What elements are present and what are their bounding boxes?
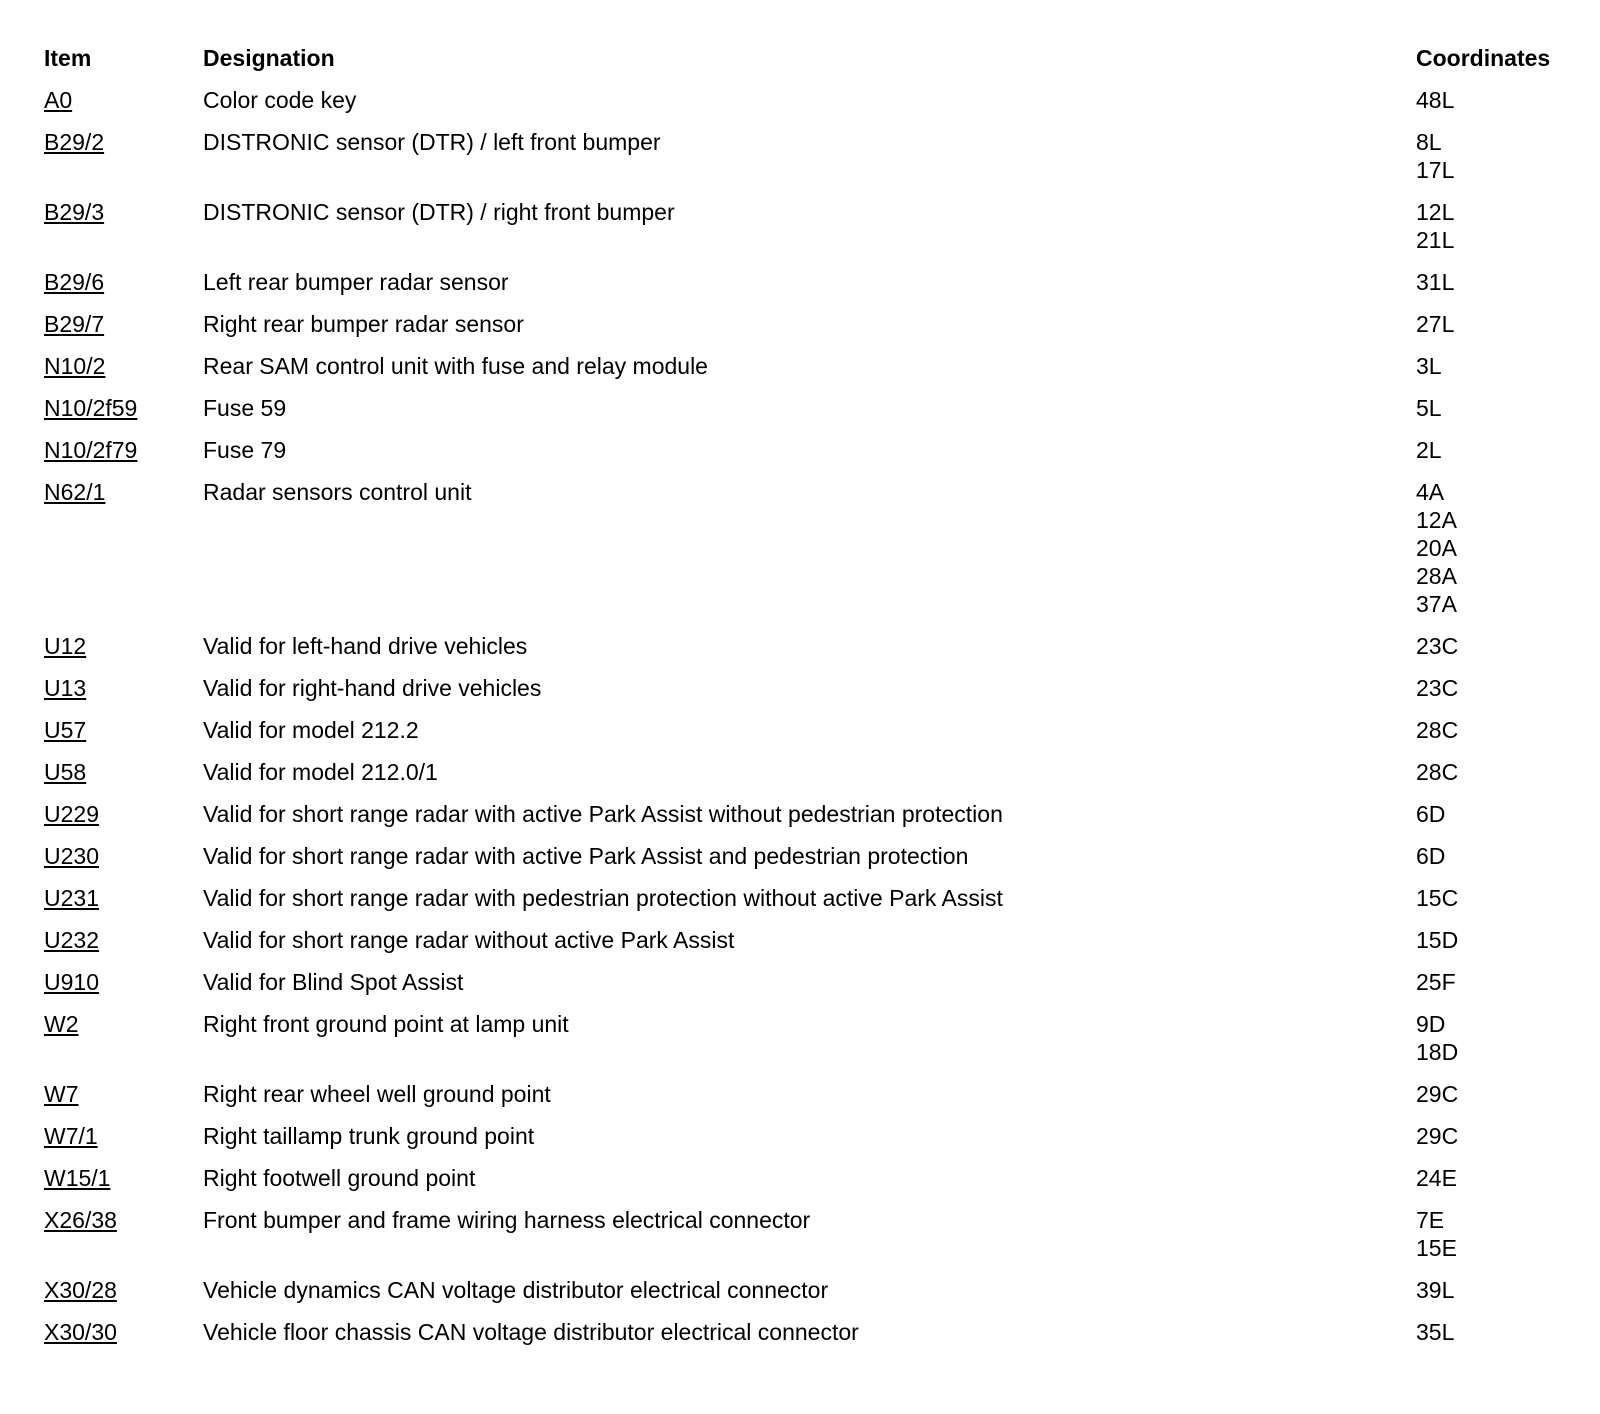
coordinates-cell	[1416, 478, 1566, 618]
coordinates-cell	[1416, 716, 1566, 744]
coordinate-value: 23C	[1416, 633, 1459, 659]
item-link[interactable]: A0	[44, 87, 73, 113]
table-row	[44, 436, 1574, 478]
header-item: Item	[44, 45, 92, 71]
designation-text: Vehicle dynamics CAN voltage distributor electrical connector	[203, 1277, 829, 1303]
designation-text: Right rear bumper radar sensor	[203, 311, 524, 337]
designation-text: Valid for short range radar with pedestrian protection without active Park Assist	[203, 885, 1003, 911]
coordinate-value: 28C	[1416, 717, 1459, 743]
coordinate-value: 2L	[1416, 437, 1442, 463]
coordinate-value: 12L	[1416, 199, 1455, 225]
coordinate-value: 20A	[1416, 535, 1457, 561]
table-row	[44, 1164, 1574, 1206]
table-row	[44, 478, 1574, 632]
coordinate-value: 17L	[1416, 157, 1455, 183]
coordinate-value: 25F	[1416, 969, 1456, 995]
designation-text: Vehicle floor chassis CAN voltage distributor electrical connector	[203, 1319, 859, 1345]
coordinates-cell	[1416, 758, 1566, 786]
coordinates-cell	[1416, 352, 1566, 380]
item-link[interactable]: B29/3	[44, 199, 105, 225]
coordinate-value: 4A	[1416, 479, 1445, 505]
designation-text: Valid for Blind Spot Assist	[203, 969, 464, 995]
designation-text: Valid for model 212.0/1	[203, 759, 438, 785]
coordinate-value: 3L	[1416, 353, 1442, 379]
table-row	[44, 1010, 1574, 1080]
coordinate-value: 7E	[1416, 1207, 1445, 1233]
designation-text: Left rear bumper radar sensor	[203, 269, 509, 295]
coordinate-value: 21L	[1416, 227, 1455, 253]
item-link[interactable]: W7	[44, 1081, 79, 1107]
item-link[interactable]: X30/30	[44, 1319, 117, 1345]
coordinates-cell	[1416, 674, 1566, 702]
coordinate-value: 5L	[1416, 395, 1442, 421]
coordinate-value: 31L	[1416, 269, 1455, 295]
coordinate-value: 15C	[1416, 885, 1459, 911]
item-link[interactable]: U910	[44, 969, 99, 995]
designation-text: Radar sensors control unit	[203, 479, 472, 505]
coordinates-cell	[1416, 436, 1566, 464]
coordinates-cell	[1416, 1010, 1566, 1066]
coordinate-value: 15D	[1416, 927, 1459, 953]
coordinates-cell	[1416, 268, 1566, 296]
coordinate-value: 48L	[1416, 87, 1455, 113]
table-row	[44, 926, 1574, 968]
item-link[interactable]: X30/28	[44, 1277, 117, 1303]
item-link[interactable]: B29/2	[44, 129, 105, 155]
table-row	[44, 758, 1574, 800]
designation-text: Right footwell ground point	[203, 1165, 476, 1191]
coordinate-value: 27L	[1416, 311, 1455, 337]
table-row	[44, 674, 1574, 716]
designation-text: DISTRONIC sensor (DTR) / left front bumper	[203, 129, 661, 155]
coordinates-cell	[1416, 1206, 1566, 1262]
table-row	[44, 1080, 1574, 1122]
coordinates-cell	[1416, 394, 1566, 422]
coordinates-cell	[1416, 198, 1566, 254]
item-link[interactable]: N10/2f59	[44, 395, 138, 421]
designation-text: Fuse 79	[203, 437, 287, 463]
coordinate-value: 9D	[1416, 1011, 1446, 1037]
table-row	[44, 800, 1574, 842]
coordinate-value: 15E	[1416, 1235, 1457, 1261]
item-link[interactable]: U229	[44, 801, 99, 827]
designation-text: Valid for model 212.2	[203, 717, 419, 743]
item-link[interactable]: X26/38	[44, 1207, 117, 1233]
coordinates-cell	[1416, 800, 1566, 828]
table-row	[44, 268, 1574, 310]
coordinate-value: 6D	[1416, 801, 1446, 827]
designation-text: Valid for left-hand drive vehicles	[203, 633, 528, 659]
coordinate-value: 8L	[1416, 129, 1442, 155]
designation-text: Fuse 59	[203, 395, 287, 421]
item-link[interactable]: N10/2f79	[44, 437, 138, 463]
table-header	[44, 44, 1574, 86]
coordinates-cell	[1416, 1122, 1566, 1150]
item-link[interactable]: U57	[44, 717, 87, 743]
header-coordinates: Coordinates	[1416, 45, 1551, 71]
table-row	[44, 842, 1574, 884]
coordinates-cell	[1416, 842, 1566, 870]
item-link[interactable]: W15/1	[44, 1165, 111, 1191]
coordinates-cell	[1416, 884, 1566, 912]
designation-text: Color code key	[203, 87, 357, 113]
item-link[interactable]: U58	[44, 759, 87, 785]
item-link[interactable]: N62/1	[44, 479, 106, 505]
item-link[interactable]: U230	[44, 843, 99, 869]
coordinate-value: 28A	[1416, 563, 1457, 589]
table-row	[44, 716, 1574, 758]
coordinate-value: 35L	[1416, 1319, 1455, 1345]
coordinate-value: 28C	[1416, 759, 1459, 785]
coordinate-value: 29C	[1416, 1123, 1459, 1149]
coordinate-value: 37A	[1416, 591, 1457, 617]
table-row	[44, 884, 1574, 926]
coordinate-value: 29C	[1416, 1081, 1459, 1107]
item-link[interactable]: W7/1	[44, 1123, 98, 1149]
table-body	[44, 86, 1574, 1360]
designation-text: Valid for right-hand drive vehicles	[203, 675, 542, 701]
table-row	[44, 128, 1574, 198]
coordinate-value: 24E	[1416, 1165, 1457, 1191]
coordinate-value: 39L	[1416, 1277, 1455, 1303]
designation-text: Right front ground point at lamp unit	[203, 1011, 569, 1037]
table-row	[44, 198, 1574, 268]
table-row	[44, 632, 1574, 674]
coordinates-cell	[1416, 632, 1566, 660]
table-row	[44, 86, 1574, 128]
table-row	[44, 352, 1574, 394]
coordinate-value: 18D	[1416, 1039, 1459, 1065]
component-legend-table	[44, 44, 1574, 1360]
designation-text: Valid for short range radar without active Park Assist	[203, 927, 735, 953]
table-row	[44, 968, 1574, 1010]
item-link[interactable]: U13	[44, 675, 87, 701]
coordinate-value: 6D	[1416, 843, 1446, 869]
item-link[interactable]: B29/6	[44, 269, 105, 295]
item-link[interactable]: N10/2	[44, 353, 106, 379]
designation-text: Valid for short range radar with active Park Assist and pedestrian protection	[203, 843, 969, 869]
table-row	[44, 1276, 1574, 1318]
item-link[interactable]: B29/7	[44, 311, 105, 337]
table-row	[44, 394, 1574, 436]
coordinates-cell	[1416, 968, 1566, 996]
designation-text: Front bumper and frame wiring harness electrical connector	[203, 1207, 811, 1233]
item-link[interactable]: U232	[44, 927, 99, 953]
coordinates-cell	[1416, 1276, 1566, 1304]
coordinates-cell	[1416, 1318, 1566, 1346]
designation-text: Rear SAM control unit with fuse and relay module	[203, 353, 708, 379]
item-link[interactable]: U12	[44, 633, 87, 659]
designation-text: Right taillamp trunk ground point	[203, 1123, 535, 1149]
item-link[interactable]: W2	[44, 1011, 79, 1037]
table-row	[44, 1206, 1574, 1276]
table-row	[44, 310, 1574, 352]
coordinates-cell	[1416, 1164, 1566, 1192]
header-designation: Designation	[203, 45, 335, 71]
coordinate-value: 12A	[1416, 507, 1457, 533]
table-row	[44, 1318, 1574, 1360]
coordinates-cell	[1416, 310, 1566, 338]
designation-text: Valid for short range radar with active Park Assist without pedestrian protection	[203, 801, 1003, 827]
coordinates-cell	[1416, 1080, 1566, 1108]
coordinate-value: 23C	[1416, 675, 1459, 701]
coordinates-cell	[1416, 86, 1566, 114]
designation-text: DISTRONIC sensor (DTR) / right front bumper	[203, 199, 675, 225]
designation-text: Right rear wheel well ground point	[203, 1081, 551, 1107]
coordinates-cell	[1416, 128, 1566, 184]
table-row	[44, 1122, 1574, 1164]
coordinates-cell	[1416, 926, 1566, 954]
item-link[interactable]: U231	[44, 885, 99, 911]
